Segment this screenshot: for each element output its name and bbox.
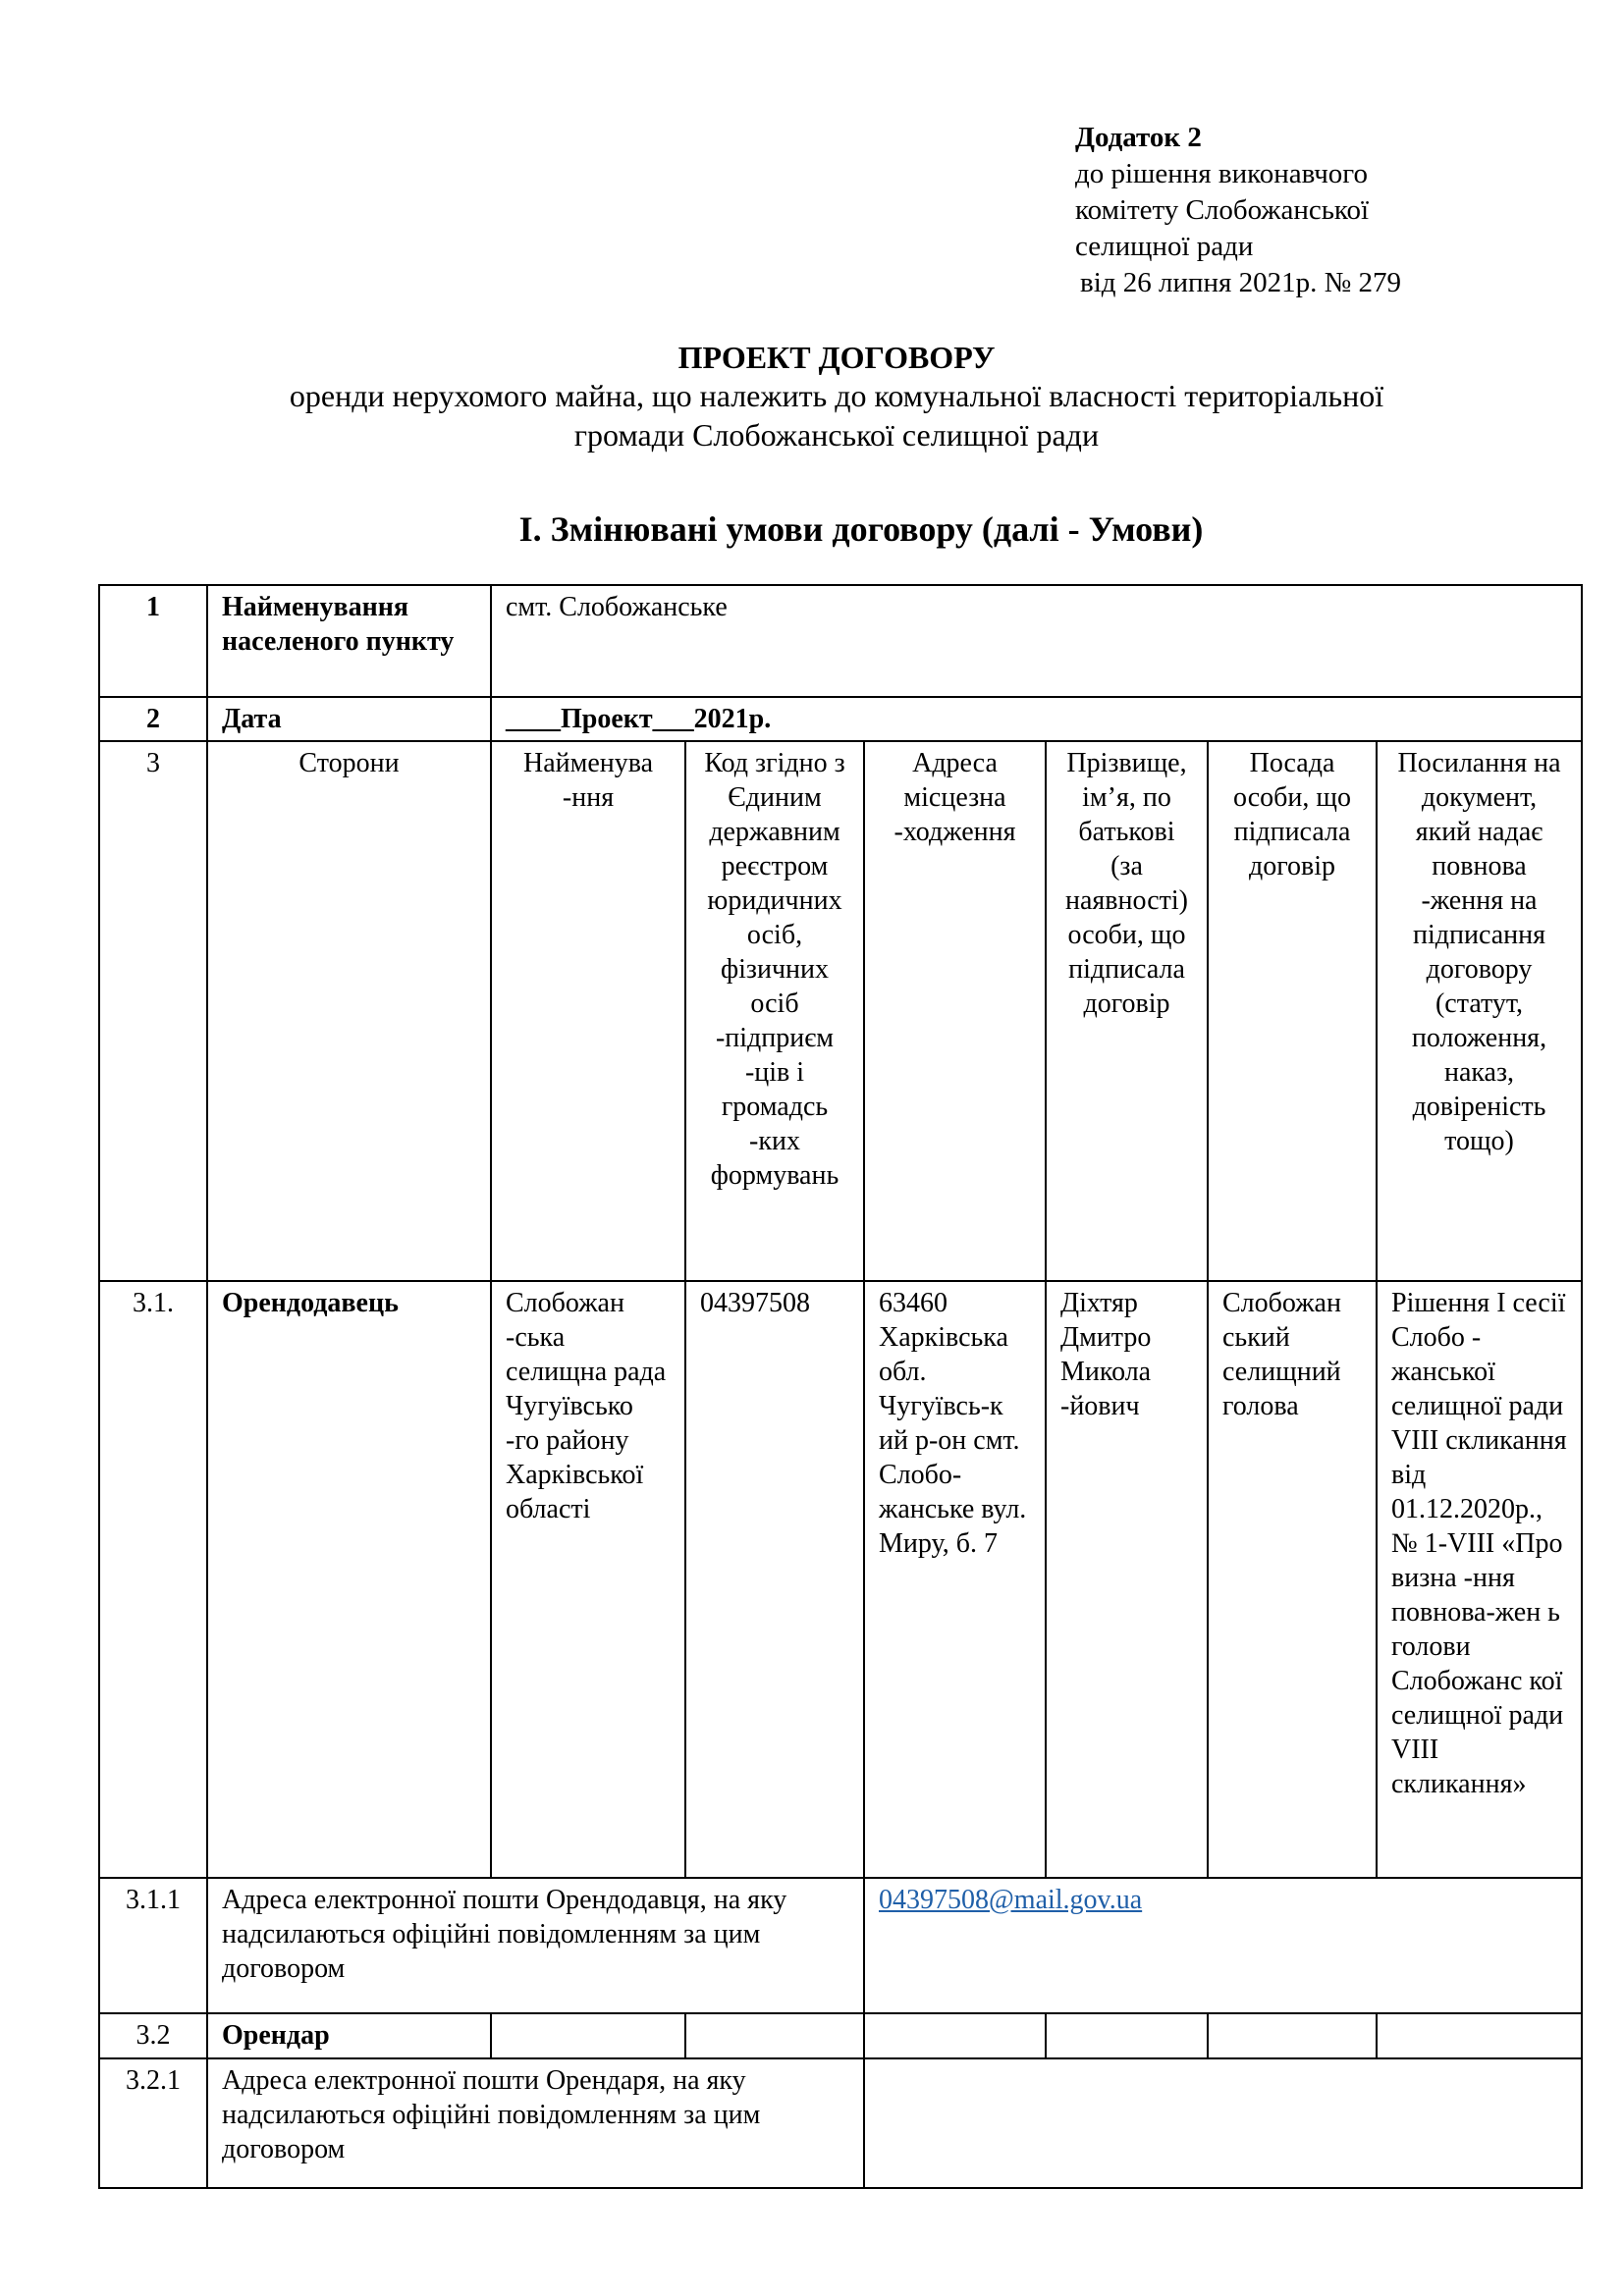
tenant-person — [1046, 2013, 1208, 2058]
table-row-3-2 — [99, 2013, 1582, 2058]
appendix-line-4: від 26 липня 2021р. № 279 — [1080, 267, 1402, 298]
section-title: І. Змінювані умови договору (далі - Умови) — [518, 509, 1204, 549]
header-person: Прізвище, ім’я, по батькові (за наявності) особи, що підписала договір — [1046, 741, 1208, 1281]
appendix-line-2: комітету Слобожанської — [1075, 194, 1370, 226]
row-label: Орендар — [207, 2013, 491, 2058]
settlement-value: смт. Слобожанське — [491, 585, 1582, 697]
document-subtitle-2: громади Слобожанської селищної ради — [573, 417, 1100, 453]
landlord-document: Рішення І сесії Слобо - жанської селищної ради VIII скликання від 01.12.2020р., № 1-VIII «Про визна -ння повнова-жен ь голови Слобожанс кої селищної ради VIII скликання» — [1377, 1281, 1582, 1878]
landlord-name: Слобожан -ська селищна рада Чугуївсько -го району Харківської області — [491, 1281, 685, 1878]
row-label: Сторони — [207, 741, 491, 1281]
landlord-person: Діхтяр Дмитро Микола -йович — [1046, 1281, 1208, 1878]
tenant-position — [1208, 2013, 1377, 2058]
landlord-email-link[interactable]: 04397508@mail.gov.ua — [879, 1885, 1143, 1915]
landlord-position: Слобожан ський селищний голова — [1208, 1281, 1377, 1878]
row-label: Найменування населеного пункту — [207, 585, 491, 697]
tenant-document — [1377, 2013, 1582, 2058]
row-label: Дата — [207, 697, 491, 741]
row-number: 3.2.1 — [99, 2058, 207, 2188]
table-row-3-1-1 — [99, 1878, 1582, 2013]
header-position: Посада особи, що підписала договір — [1208, 741, 1377, 1281]
document-subtitle-1: оренди нерухомого майна, що належить до комунальної власності територіальної — [289, 378, 1384, 413]
appendix-line-1: до рішення виконавчого — [1075, 158, 1368, 189]
appendix-block — [1075, 120, 1488, 301]
conditions-table — [98, 584, 1583, 2189]
landlord-email-cell — [864, 1878, 1582, 2013]
row-number: 2 — [99, 697, 207, 741]
document-heading — [0, 339, 1624, 454]
row-number: 3.1.1 — [99, 1878, 207, 2013]
row-label: Адреса електронної пошти Орендаря, на яку надсилаються офіційні повідомленням за цим договором — [207, 2058, 864, 2188]
tenant-name — [491, 2013, 685, 2058]
row-number: 3 — [99, 741, 207, 1281]
table-row-3-2-1 — [99, 2058, 1582, 2188]
header-address: Адреса місцезна -ходження — [864, 741, 1046, 1281]
appendix-line-3: селищної ради — [1075, 231, 1254, 262]
tenant-address — [864, 2013, 1046, 2058]
row-number: 1 — [99, 585, 207, 697]
tenant-email-cell — [864, 2058, 1582, 2188]
table-row-2 — [99, 697, 1582, 741]
row-label: Орендодавець — [207, 1281, 491, 1878]
document-title: ПРОЕКТ ДОГОВОРУ — [677, 340, 996, 375]
landlord-address: 63460 Харківська обл. Чугуївсь-к ий р-он смт. Слобо- жанське вул. Миру, б. 7 — [864, 1281, 1046, 1878]
date-value: ____Проект___2021р. — [491, 697, 1582, 741]
landlord-code: 04397508 — [685, 1281, 864, 1878]
tenant-code — [685, 2013, 864, 2058]
header-name: Найменува -ння — [491, 741, 685, 1281]
header-code: Код згідно з Єдиним державним реєстром юридичних осіб, фізичних осіб -підприєм -ців і громадсь -ких формувань — [685, 741, 864, 1281]
table-row-1 — [99, 585, 1582, 697]
table-row-3 — [99, 741, 1582, 1281]
row-number: 3.2 — [99, 2013, 207, 2058]
row-number: 3.1. — [99, 1281, 207, 1878]
table-row-3-1 — [99, 1281, 1582, 1878]
row-label: Адреса електронної пошти Орендодавця, на яку надсилаються офіційні повідомленням за цим договором — [207, 1878, 864, 2013]
appendix-title: Додаток 2 — [1075, 122, 1202, 153]
header-document: Посилання на документ, який надає повнова -ження на підписання договору (статут, положення, наказ, довіреність тощо) — [1377, 741, 1582, 1281]
